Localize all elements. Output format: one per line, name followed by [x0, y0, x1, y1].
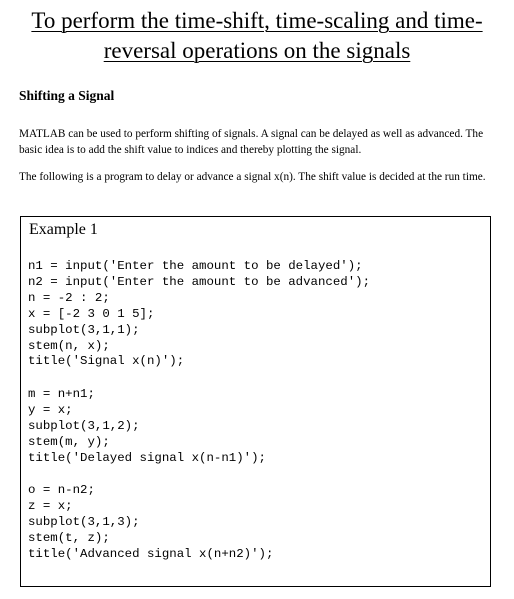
intro-paragraph: MATLAB can be used to perform shifting of signals. A signal can be delayed as well as advanced. The basic idea is to add the shift value to indices and thereby plotting the signal. [19, 128, 484, 156]
title-line-2: reversal operations on the signals [103, 38, 411, 63]
section-heading: Shifting a Signal [19, 88, 115, 103]
program-description-paragraph: The following is a program to delay or advance a signal x(n). The shift value is decided at the run time. [19, 171, 486, 183]
document-title [10, 6, 504, 66]
title-line-1: To perform the time-shift, time-scaling and time- [31, 8, 483, 33]
example-box [20, 216, 491, 587]
code-block-delayed: m = n+n1; y = x; subplot(3,1,2); stem(m, y); title('Delayed signal x(n-n1)'); [28, 387, 266, 465]
code-block-advanced: o = n-n2; z = x; subplot(3,1,3); stem(t, z); title('Advanced signal x(n+n2)'); [28, 483, 274, 561]
example-title: Example 1 [29, 221, 98, 238]
code-block-signal: n1 = input('Enter the amount to be delayed'); n2 = input('Enter the amount to be advanced'); n = -2 : 2; x = [-2 3 0 1 5]; subplot(3,1,1); stem(n, x); title('Signal x(n)'); [28, 259, 371, 369]
